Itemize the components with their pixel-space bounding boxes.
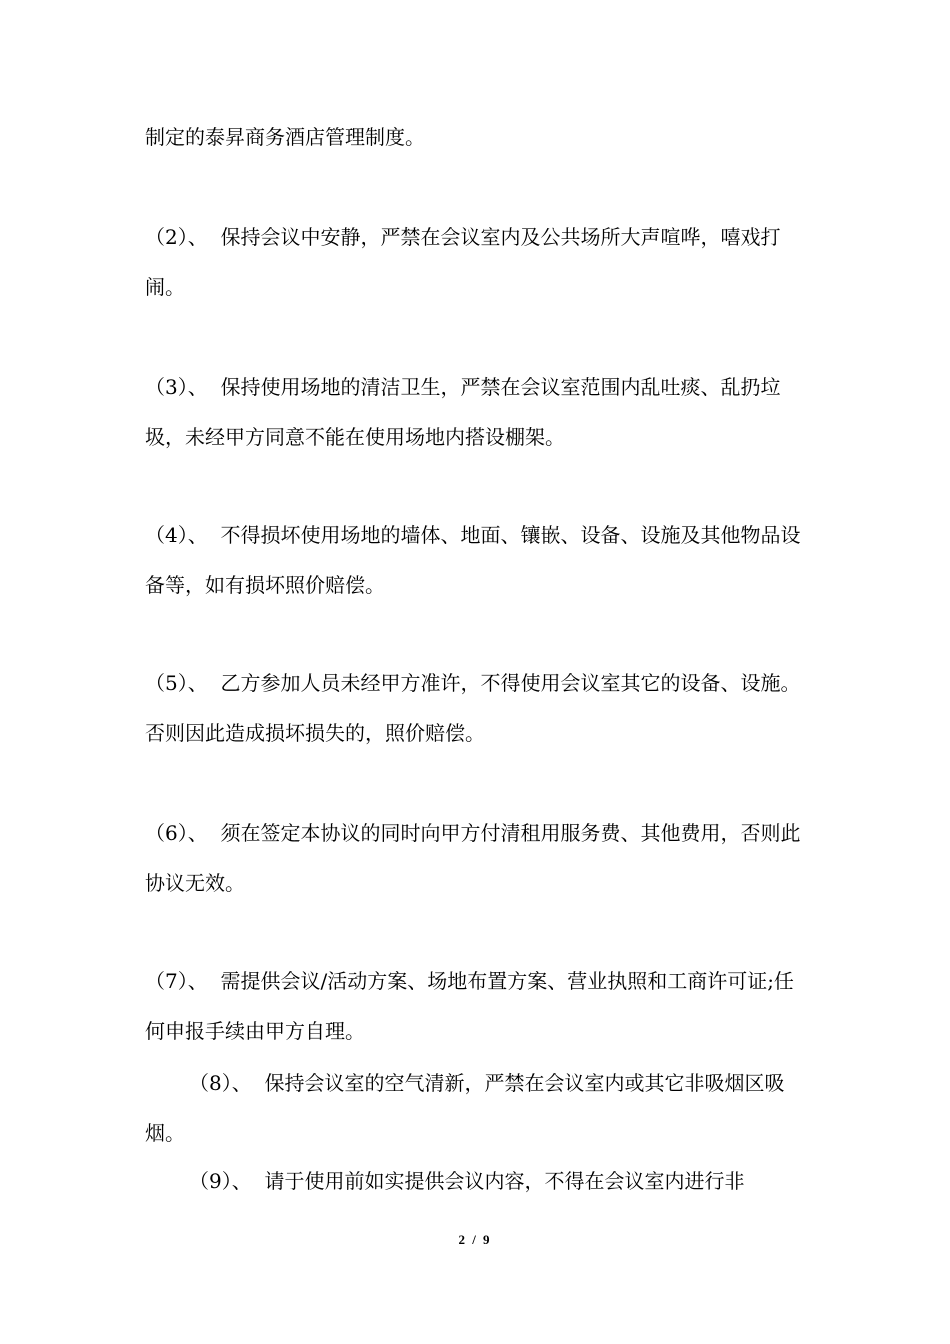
clause-text: 保持会议室的空气清新，严禁在会议室内或其它非吸烟区吸烟。 [145,1071,785,1145]
clause-2 [145,212,810,312]
clause-marker: （2）、 [145,225,221,249]
clause-text: 需提供会议/活动方案、场地布置方案、营业执照和工商许可证;任何申报手续由甲方自理。 [145,969,794,1043]
clause-text: 请于使用前如实提供会议内容，不得在会议室内进行非 [264,1169,745,1193]
clause-5 [145,658,810,758]
clause-marker: （5）、 [145,671,221,695]
clause-marker: （4）、 [145,523,221,547]
clause-text: 保持会议中安静，严禁在会议室内及公共场所大声喧哗，嘻戏打闹。 [145,225,781,299]
clause-text: 保持使用场地的清洁卫生，严禁在会议室范围内乱吐痰、乱扔垃圾，未经甲方同意不能在使用场地内搭设棚架。 [145,375,781,449]
page-number: 2 / 9 [458,1232,492,1247]
paragraph-continuation [145,112,810,162]
clause-text: 乙方参加人员未经甲方准许，不得使用会议室其它的设备、设施。否则因此造成损坏损失的，照价赔偿。 [145,671,801,745]
clause-7 [145,956,810,1056]
clause-4 [145,510,810,610]
clause-3 [145,362,810,462]
clause-6 [145,808,810,908]
clause-marker: （6）、 [145,821,221,845]
clause-text: 须在签定本协议的同时向甲方付清租用服务费、其他费用，否则此协议无效。 [145,821,801,895]
clause-9 [145,1156,810,1206]
clause-marker: （8）、 [189,1071,265,1095]
clause-marker: （9）、 [189,1169,265,1193]
clause-marker: （7）、 [145,969,221,993]
paragraph-text: 制定的泰昇商务酒店管理制度。 [145,125,425,149]
clause-marker: （3）、 [145,375,221,399]
clause-text: 不得损坏使用场地的墙体、地面、镶嵌、设备、设施及其他物品设备等，如有损坏照价赔偿。 [145,523,801,597]
clause-8 [145,1058,810,1158]
